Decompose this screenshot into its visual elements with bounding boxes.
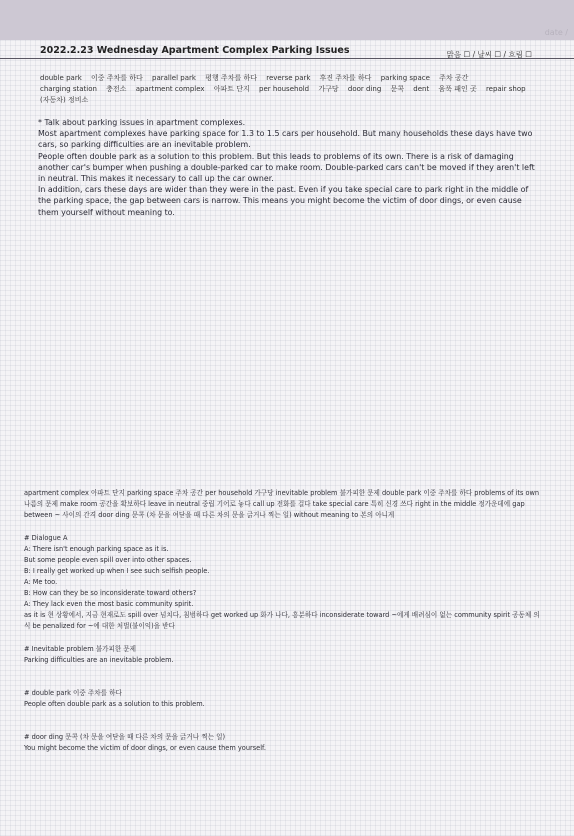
date-label: date /: [544, 28, 568, 37]
vocab-item: door ding: [347, 85, 382, 93]
dialogue-line: A: They lack even the most basic community spirit.: [24, 600, 194, 608]
vocab-item: 평행 주차를 하다: [205, 74, 257, 82]
essay-body: [38, 117, 538, 218]
vocab-item: 문콕: [390, 85, 405, 93]
glossary-text: apartment complex 아파트 단지 parking space 주차 공간 per household 가구당 inevitable problem 불가피한 문제 double park 이중 주차를 하다 problems of its own 나름의 문제 make room 공간을 확보하다 leave in neutral 중립 기어로 놓다 call up 전화를 걸다 take special care 특히 신경 쓰다 right in the middle 정가운데에 gap between ~ 사이의 간격 door ding 문콕 (차 문을 여닫을 때 다른 차의 문을 긁거나 찍는 일) without meaning to 본의 아니게: [24, 489, 540, 519]
vocab-item: 후진 주차를 하다: [319, 74, 372, 82]
example-title: # door ding 문콕 (차 문을 여닫을 때 다른 차의 문을 긁거나 찍는 일): [24, 733, 226, 741]
vocab-item: parking space: [380, 74, 430, 82]
page-title: 2022.2.23 Wednesday Apartment Complex Parking Issues: [40, 45, 350, 56]
example-sentence: People often double park as a solution to this problem.: [24, 700, 205, 708]
vocab-item: 움푹 패인 곳: [438, 85, 477, 93]
essay-prompt: * Talk about parking issues in apartment complexes.: [38, 118, 246, 127]
vocab-item: per household: [259, 85, 310, 93]
essay-paragraph: People often double park as a solution to this problem. But this leads to problems of its own. There is a risk of damaging another car's bumper when pushing a double-parked car to make room. Double-parked cars can't be moved if they aren't left in neutral. This makes it necessary to call up the car owner.: [38, 151, 535, 184]
dialogue-line: But some people even spill over into other spaces.: [24, 556, 192, 564]
dialogue-line: A: Me too.: [24, 578, 58, 586]
vocab-item: 이중 주차를 하다: [90, 74, 143, 82]
dialogue-line: B: How can they be so inconsiderate toward others?: [24, 589, 197, 597]
vocab-item: parallel park: [152, 74, 196, 82]
vocab-item: 아파트 단지: [213, 85, 250, 93]
example-title: # double park 이중 주차를 하다: [24, 689, 122, 697]
example-sentence: You might become the victim of door dings, or even cause them yourself.: [24, 744, 266, 752]
essay-paragraph: Most apartment complexes have parking space for 1.3 to 1.5 cars per household. But many households these days have two cars, so parking difficulties are an inevitable problem.: [38, 129, 533, 150]
dialogue-gloss: as it is 현 상황에서, 지금 현재로도 spill over 넘치다, 침범하다 get worked up 화가 나다, 흥분하다 inconsiderate toward ~에게 배려심이 없는 community spirit 공동체 의식 be penalized for ~에 대한 처벌(불이익)을 받다: [24, 611, 540, 630]
dialogue-line: A: There isn't enough parking space as it is.: [24, 545, 169, 553]
vocab-item: repair shop: [485, 85, 526, 93]
vocab-item: 가구당: [318, 85, 339, 93]
vocab-item: 주차 공간: [439, 74, 469, 82]
vocab-item: double park: [40, 74, 82, 82]
vocab-item: 충전소: [106, 85, 127, 93]
vocab-item: (자동차) 정비소: [40, 96, 89, 104]
dialogue-title: # Dialogue A: [24, 534, 68, 542]
dialogue-line: B: I really get worked up when I see such selfish people.: [24, 567, 210, 575]
study-notes: [24, 488, 544, 754]
vocab-list: [40, 73, 540, 106]
example-title: # Inevitable problem 불가피한 문제: [24, 645, 137, 653]
weather-checkboxes: 맑음 ☐ / 날씨 ☐ / 흐림 ☐: [446, 50, 532, 59]
example-sentence: Parking difficulties are an inevitable problem.: [24, 656, 174, 664]
vocab-item: reverse park: [266, 74, 311, 82]
vocab-item: charging station: [40, 85, 97, 93]
essay-paragraph: In addition, cars these days are wider than they were in the past. Even if you take special care to park right in the middle of the parking space, the gap between cars is narrow. This means you might become the victim of door dings, or even cause them yourself without meaning to.: [38, 185, 529, 217]
header-band: [0, 0, 574, 40]
vocab-item: apartment complex: [135, 85, 205, 93]
vocab-item: dent: [413, 85, 430, 93]
